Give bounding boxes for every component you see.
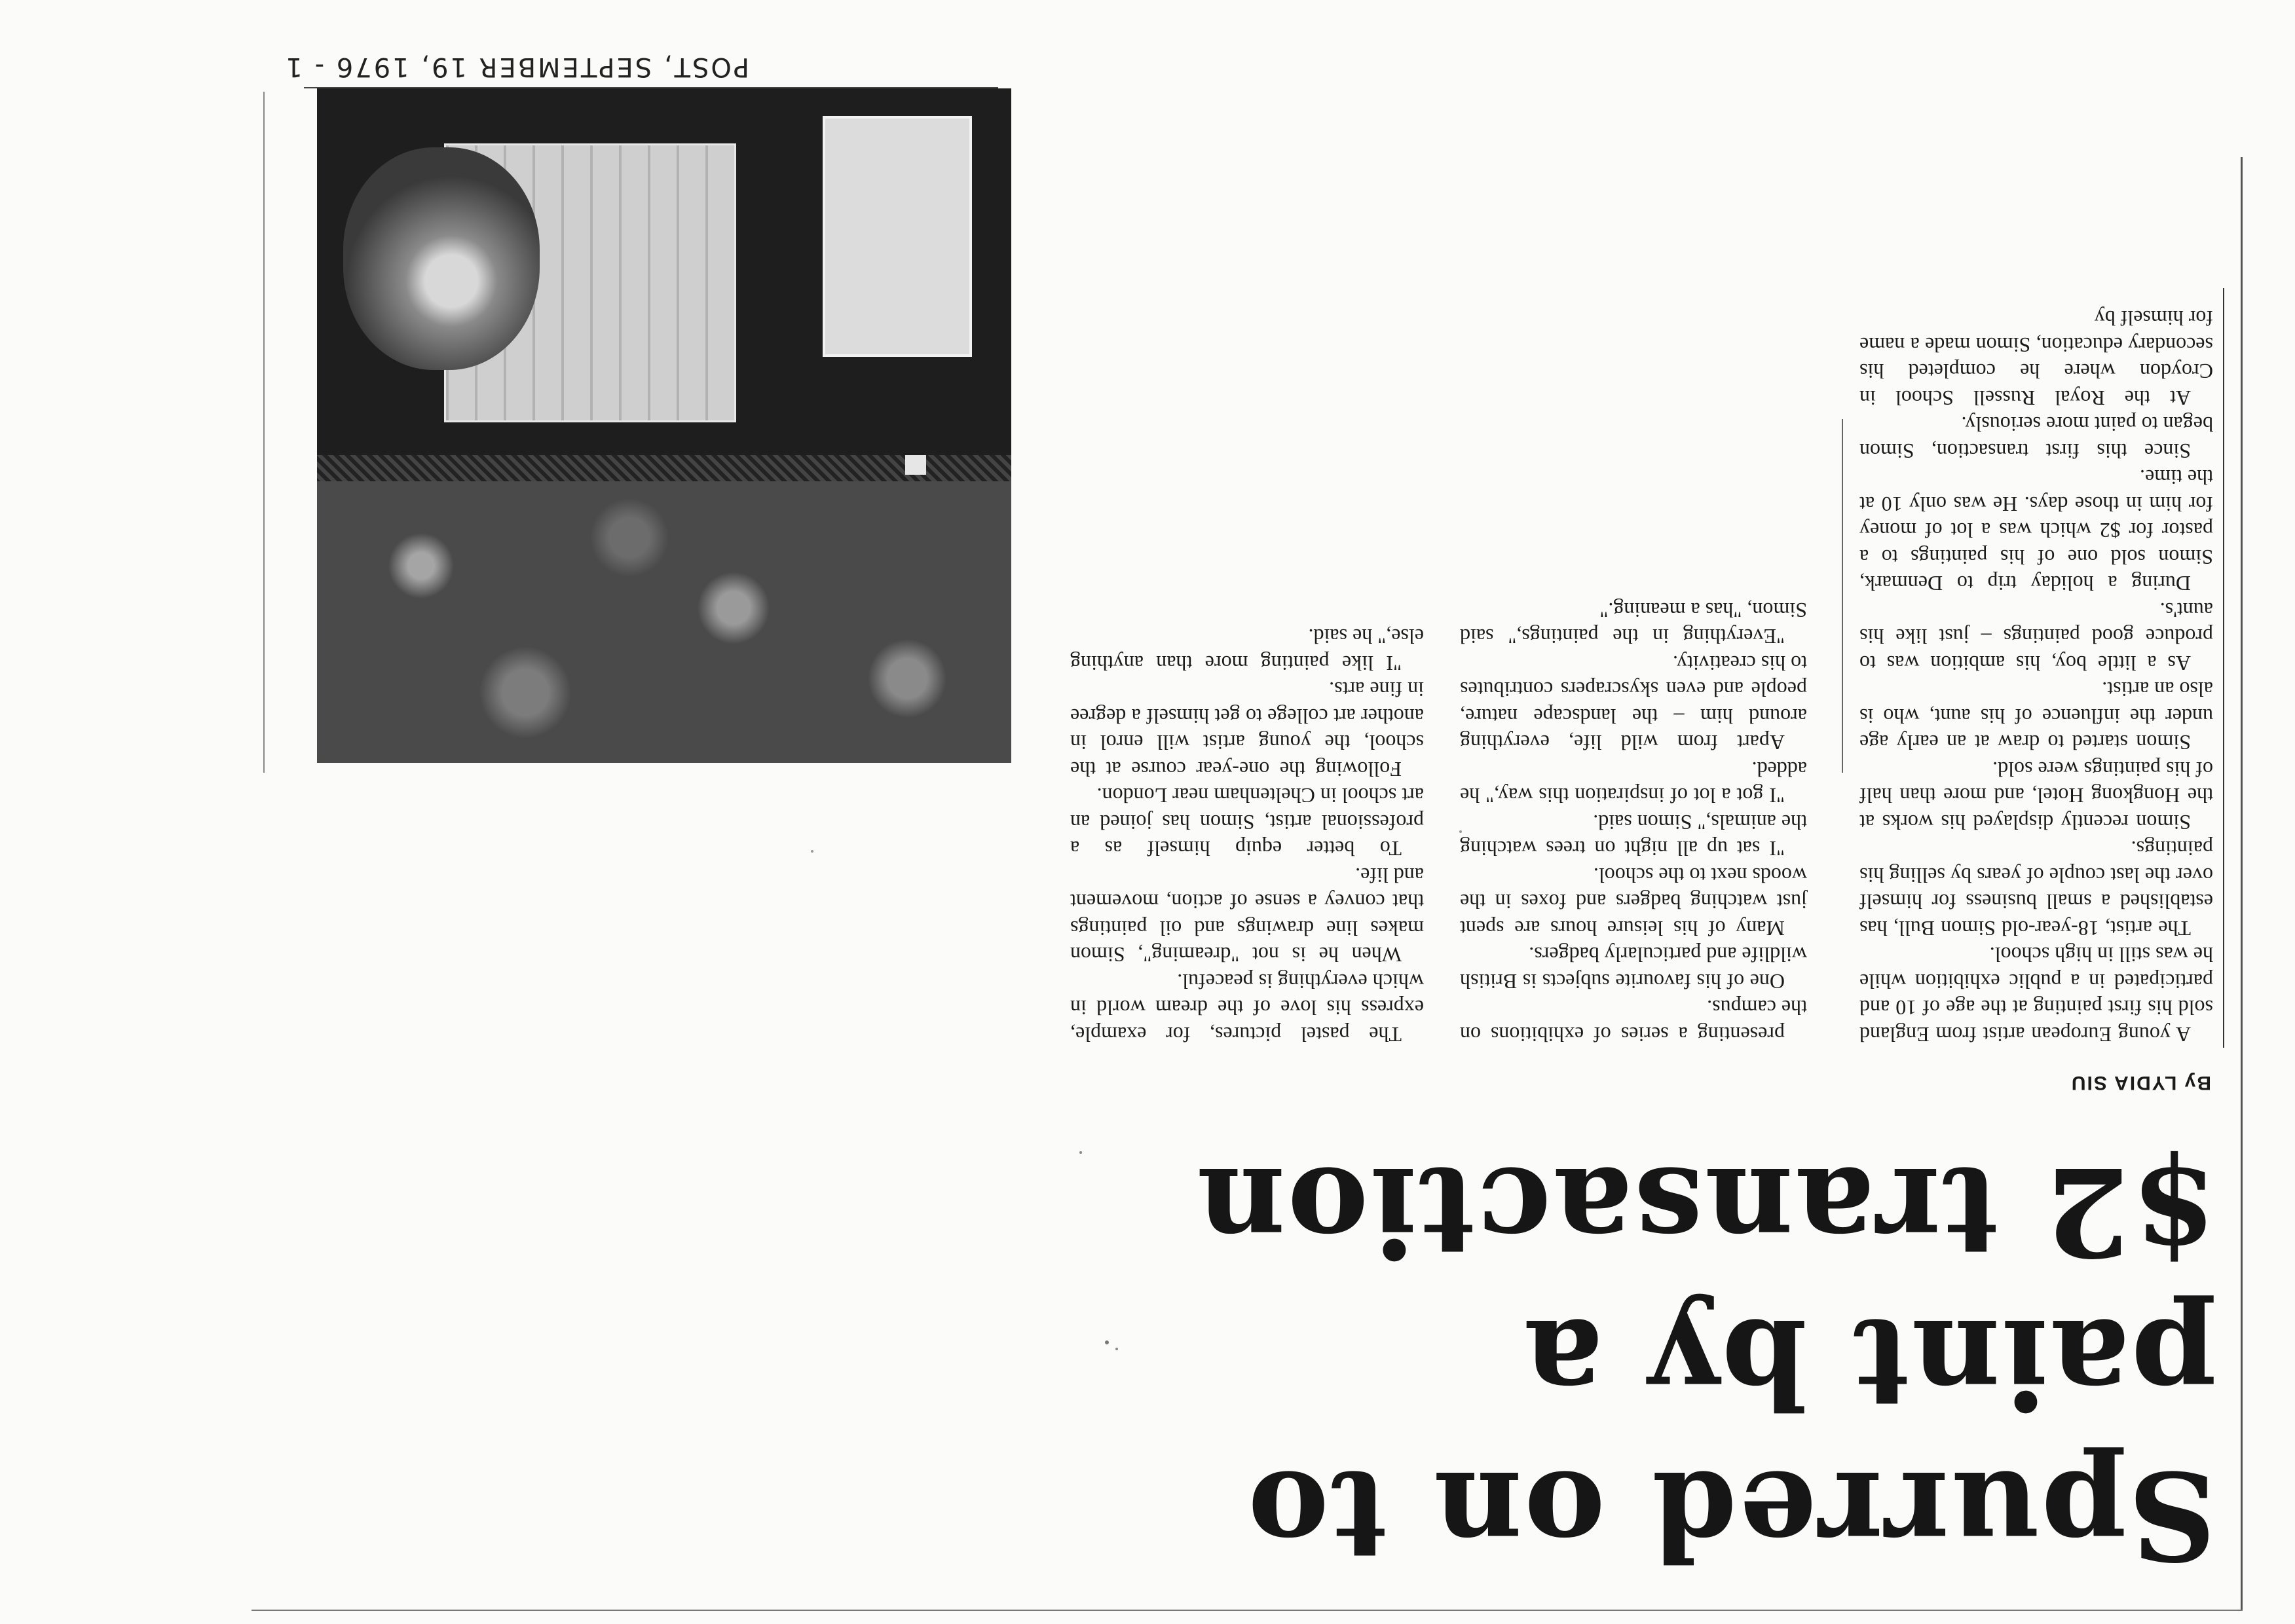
clipping-edge-left: [2241, 157, 2243, 1611]
photo-framed-drawing: [823, 116, 972, 357]
headline-line-3: $2 transaction: [1195, 1140, 2216, 1283]
paragraph: Since this first transaction, Simon began to paint more seriously.: [1859, 413, 2213, 463]
headline-line-2: paint by a: [1521, 1292, 2216, 1435]
paragraph: As a little boy, his ambition was to produce good paintings – just like his aunt's.: [1859, 599, 2213, 675]
clipping-edge-right: [263, 92, 265, 773]
paragraph: "I sat up all night on trees watching the animals," Simon said.: [1460, 811, 1807, 861]
article-photo: [317, 88, 1011, 763]
clipping-edge-top: [252, 1610, 2243, 1611]
photo-artist-portrait: [343, 147, 540, 370]
article-headline: [1142, 1135, 2216, 1591]
paragraph: Following the one-year course at the school, the young artist will enrol in another art college to get himself a degree in fine arts.: [1070, 678, 1424, 781]
photo-painting-background: [317, 481, 1011, 763]
paragraph: Many of his leisure hours are spent just watching badgers and foxes in the woods next to the school.: [1460, 864, 1807, 940]
paragraph: presenting a series of exhibitions on the campus.: [1460, 996, 1807, 1046]
dateline: POST, SEPTEMBER 19, 1976 - 1: [284, 52, 749, 82]
paragraph: Simon started to draw at an early age under the influence of his aunt, who is also an artist.: [1859, 678, 2213, 755]
headline-line-1: Spurred on to: [1246, 1444, 2216, 1587]
paragraph: The artist, 18-year-old Simon Bull, has established a small business for himself over the last couple of years by selling his paintings.: [1859, 837, 2213, 940]
article-column-2: [1460, 597, 1807, 1048]
paragraph: "I like painting more than anything else," he said.: [1070, 625, 1424, 675]
paragraph: The pastel pictures, for example, express his love of the dream world in which everything is peaceful.: [1070, 970, 1424, 1046]
lead-column-rule: [2223, 288, 2224, 1048]
paragraph: A young European artist from England sold his first painting at the age of 10 and participated in a public exhibition while he was still in high school.: [1859, 943, 2213, 1046]
photo-detail: [905, 455, 926, 475]
byline: By LYDIA SIU: [2070, 1072, 2211, 1094]
paragraph: Simon recently displayed his works at the Hongkong Hotel, and more than half of his paintings were sold.: [1859, 758, 2213, 834]
article-column-1: [1859, 305, 2213, 1048]
dateline-rule: [304, 87, 998, 88]
paragraph: Apart from wild life, everything around him – the landscape nature, people and even skyscrapers contributes to his creativity.: [1460, 652, 1807, 755]
paragraph: One of his favourite subjects is British wildlife and particularly badgers.: [1460, 943, 1807, 993]
paragraph: At the Royal Russell School in Croydon where he completed his secondary education, Simon made a name for himself by: [1859, 306, 2213, 410]
paragraph: To better equip himself as a professional artist, Simon has joined an art school in Cheltenham near London.: [1070, 784, 1424, 861]
paragraph: "Everything in the paintings," said Simon, "has a meaning.": [1460, 599, 1807, 649]
paragraph: "I got a lot of inspiration this way," he added.: [1460, 758, 1807, 808]
article-column-3: [1070, 623, 1424, 1048]
paragraph: When he is not "dreaming", Simon makes line drawings and oil paintings that convey a sense of action, movement and life.: [1070, 864, 1424, 967]
column-divider: [1842, 419, 1843, 773]
paragraph: During a holiday trip to Denmark, Simon sold one of his paintings to a pastor for $2 which was a lot of money for him in those days. He was only 10 at the time.: [1859, 466, 2213, 596]
